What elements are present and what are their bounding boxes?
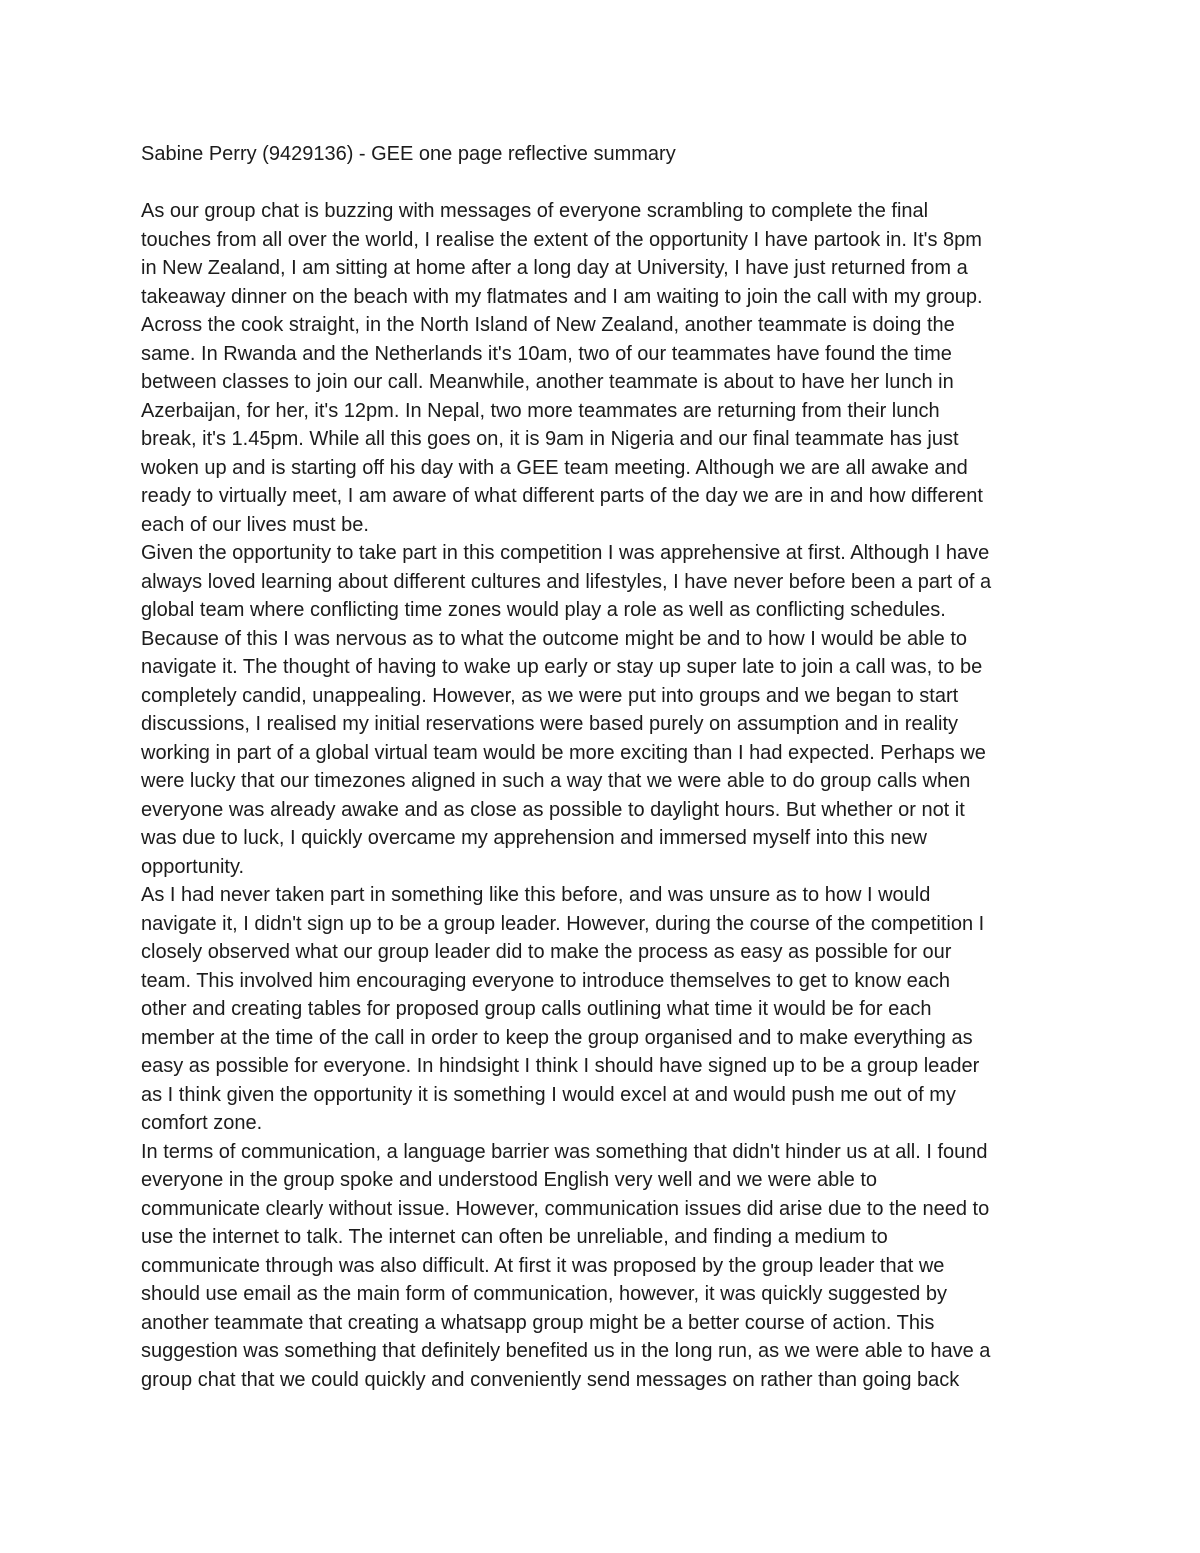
text-line: break, it's 1.45pm. While all this goes on, it is 9am in Nigeria and our final teammate has just bbox=[141, 428, 959, 450]
text-line: Given the opportunity to take part in this competition I was apprehensive at first. Although I have bbox=[141, 542, 990, 564]
document-body bbox=[141, 140, 1071, 1394]
text-line: use the internet to talk. The internet can often be unreliable, and finding a medium to bbox=[141, 1226, 888, 1248]
text-line: touches from all over the world, I realise the extent of the opportunity I have partook in. It's 8pm bbox=[141, 228, 982, 251]
text-line: woken up and is starting off his day with a GEE team meeting. Although we are all awake and bbox=[141, 456, 968, 479]
text-line: opportunity. bbox=[141, 855, 245, 878]
text-line: completely candid, unappealing. However, as we were put into groups and we began to start bbox=[141, 684, 959, 707]
text-line: another teammate that creating a whatsapp group might be a better course of action. This bbox=[141, 1311, 935, 1334]
text-line: same. In Rwanda and the Netherlands it's 10am, two of our teammates have found the time bbox=[141, 342, 952, 365]
text-line: discussions, I realised my initial reservations were based purely on assumption and in reality bbox=[141, 713, 959, 735]
text-line: was due to luck, I quickly overcame my apprehension and immersed myself into this new bbox=[141, 827, 927, 849]
text-line: member at the time of the call in order to keep the group organised and to make everything as bbox=[141, 1026, 973, 1049]
text-line: global team where conflicting time zones would play a role as well as conflicting schedules. bbox=[141, 599, 946, 621]
text-line: Because of this I was nervous as to what the outcome might be and to how I would be able to bbox=[141, 627, 968, 650]
text-line: ready to virtually meet, I am aware of what different parts of the day we are in and how different bbox=[141, 485, 983, 507]
text-line: between classes to join our call. Meanwhile, another teammate is about to have her lunch in bbox=[141, 371, 954, 393]
text-line: group chat that we could quickly and conveniently send messages on rather than going back bbox=[141, 1368, 960, 1391]
text-line: working in part of a global virtual team would be more exciting than I had expected. Perhaps we bbox=[141, 741, 986, 764]
text-line: comfort zone. bbox=[141, 1112, 263, 1134]
text-line: Azerbaijan, for her, it's 12pm. In Nepal, two more teammates are returning from their lunch bbox=[141, 399, 940, 422]
text-line: easy as possible for everyone. In hindsight I think I should have signed up to be a group leader bbox=[141, 1055, 980, 1077]
text-line: In terms of communication, a language barrier was something that didn't hinder us at all. I found bbox=[141, 1140, 988, 1163]
text-line: everyone in the group spoke and understood English very well and we were able to bbox=[141, 1169, 878, 1191]
text-line: navigate it, I didn't sign up to be a group leader. However, during the course of the competition I bbox=[141, 912, 985, 935]
text-line: Across the cook straight, in the North Island of New Zealand, another teammate is doing the bbox=[141, 314, 955, 336]
text-line: navigate it. The thought of having to wake up early or stay up super late to join a call was, to be bbox=[141, 656, 983, 678]
text-line: As our group chat is buzzing with messages of everyone scrambling to complete the final bbox=[141, 200, 929, 222]
text-line: everyone was already awake and as close as possible to daylight hours. But whether or not it bbox=[141, 798, 965, 821]
text-line: were lucky that our timezones aligned in such a way that we were able to do group calls when bbox=[141, 770, 971, 792]
text-line: As I had never taken part in something like this before, and was unsure as to how I would bbox=[141, 884, 931, 906]
text-line: team. This involved him encouraging everyone to introduce themselves to get to know each bbox=[141, 969, 950, 992]
text-line: communicate through was also difficult. At first it was proposed by the group leader that we bbox=[141, 1254, 945, 1277]
text-line: always loved learning about different cultures and lifestyles, I have never before been a part of a bbox=[141, 570, 992, 593]
text-line: each of our lives must be. bbox=[141, 513, 369, 536]
text-line: suggestion was something that definitely benefited us in the long run, as we were able to have a bbox=[141, 1340, 991, 1362]
text-line: as I think given the opportunity it is something I would excel at and would push me out of my bbox=[141, 1083, 956, 1106]
text-line: communicate clearly without issue. However, communication issues did arise due to the need to bbox=[141, 1197, 990, 1220]
document-title: Sabine Perry (9429136) - GEE one page reflective summary bbox=[141, 143, 676, 165]
text-line: takeaway dinner on the beach with my flatmates and I am waiting to join the call with my group. bbox=[141, 285, 983, 308]
text-line: should use email as the main form of communication, however, it was quickly suggested by bbox=[141, 1283, 947, 1305]
text-line: other and creating tables for proposed group calls outlining what time it would be for each bbox=[141, 998, 932, 1020]
text-line: in New Zealand, I am sitting at home after a long day at University, I have just returned from a bbox=[141, 257, 968, 279]
document-text bbox=[141, 197, 1071, 1394]
text-line: closely observed what our group leader did to make the process as easy as possible for our bbox=[141, 941, 952, 963]
